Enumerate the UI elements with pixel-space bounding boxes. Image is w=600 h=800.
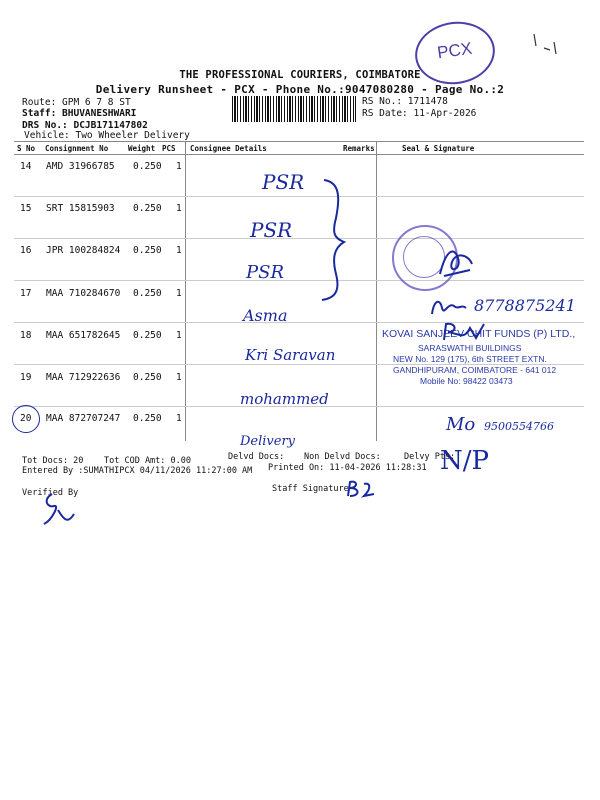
row-pcs: 1 bbox=[176, 203, 182, 214]
delvy-pts: Delvy Pts: bbox=[404, 452, 456, 462]
tot-docs: Tot Docs: 20 bbox=[22, 456, 84, 466]
stamp-line: NEW No. 129 (175), 6th STREET EXTN. bbox=[393, 354, 547, 364]
verified-by: Verified By bbox=[22, 488, 79, 498]
handwritten-consignee: Asma bbox=[243, 306, 288, 325]
route-text: Route: GPM 6 7 8 ST bbox=[22, 97, 131, 108]
row-pcs: 1 bbox=[176, 245, 182, 256]
handwritten-consignee: Delivery bbox=[240, 434, 296, 449]
staff-signature bbox=[346, 478, 376, 504]
entered-by: Entered By :SUMATHIPCX 04/11/2026 11:27:00 AM bbox=[22, 466, 253, 476]
row-sno: 17 bbox=[20, 288, 32, 299]
stamp-overwrite bbox=[440, 320, 490, 350]
row-weight: 0.250 bbox=[133, 372, 162, 383]
signature-scribble-icon bbox=[38, 490, 78, 530]
row-weight: 0.250 bbox=[133, 413, 162, 424]
staff-signature-label: Staff Signature bbox=[272, 484, 349, 494]
vehicle-text: Vehicle: Two Wheeler Delivery bbox=[24, 130, 190, 141]
pcx-stamp-text: PCX bbox=[436, 38, 474, 63]
row-consignment: MAA 710284670 bbox=[46, 288, 121, 299]
handwritten-consignee: PSR bbox=[262, 170, 305, 194]
handwritten-consignee: PSR bbox=[246, 262, 284, 283]
handwritten-consignee: Kri Saravan bbox=[245, 346, 336, 364]
brace-icon bbox=[318, 178, 352, 302]
row-sno: 16 bbox=[20, 245, 32, 256]
barcode bbox=[232, 96, 356, 122]
rs-no-text: RS No.: 1711478 bbox=[362, 96, 448, 107]
row-sno: 15 bbox=[20, 203, 32, 214]
row-consignment: JPR 100284824 bbox=[46, 245, 121, 256]
header-consignee: Consignee Details bbox=[190, 144, 267, 153]
stamp-line: SARASWATHI BUILDINGS bbox=[418, 343, 522, 353]
row-pcs: 1 bbox=[176, 330, 182, 341]
signature-scribble-icon bbox=[428, 296, 468, 320]
row-line bbox=[14, 322, 584, 323]
handwritten-consignee: mohammed bbox=[240, 390, 329, 408]
row-weight: 0.250 bbox=[133, 288, 162, 299]
delvd-docs: Delvd Docs: bbox=[228, 452, 285, 462]
header-pcs: PCS bbox=[162, 144, 176, 153]
row-weight: 0.250 bbox=[133, 330, 162, 341]
corner-marks bbox=[530, 30, 560, 56]
verified-signature bbox=[38, 490, 78, 534]
row-weight: 0.250 bbox=[133, 161, 162, 172]
row-line bbox=[14, 280, 584, 281]
table-header-line bbox=[14, 154, 584, 155]
printed-on: Printed On: 11-04-2026 11:28:31 bbox=[268, 463, 427, 473]
row-weight: 0.250 bbox=[133, 203, 162, 214]
staff-text: Staff: BHUVANESHWARI bbox=[22, 108, 137, 119]
handwritten-phone: 9500554766 bbox=[484, 420, 554, 433]
row-line bbox=[14, 238, 584, 239]
handwritten-np: N/P bbox=[440, 446, 490, 476]
row-consignment: MAA 872707247 bbox=[46, 413, 121, 424]
stamp-line: KOVAI SANJEEV CHIT FUNDS (P) LTD., bbox=[382, 328, 576, 340]
row-sno: 19 bbox=[20, 372, 32, 383]
row-pcs: 1 bbox=[176, 372, 182, 383]
column-divider bbox=[185, 141, 186, 441]
column-divider bbox=[376, 141, 377, 441]
header-consignment: Consignment No bbox=[45, 144, 109, 153]
company-title: THE PROFESSIONAL COURIERS, COIMBATORE bbox=[179, 69, 421, 81]
signature-scribble-icon bbox=[346, 478, 376, 500]
row-pcs: 1 bbox=[176, 288, 182, 299]
row-pcs: 1 bbox=[176, 161, 182, 172]
non-delvd-docs: Non Delvd Docs: bbox=[304, 452, 381, 462]
handwritten-phone: 8778875241 bbox=[474, 296, 576, 315]
runsheet-title: Delivery Runsheet - PCX - Phone No.:9047080280 - Page No.:2 bbox=[95, 83, 505, 96]
header-seal: Seal & Signature bbox=[402, 144, 475, 153]
seal-signature bbox=[436, 244, 476, 284]
row-consignment: AMD 31966785 bbox=[46, 161, 115, 172]
tot-cod: Tot COD Amt: 0.00 bbox=[104, 456, 191, 466]
header-weight: Weight bbox=[128, 144, 156, 153]
handwritten-brace bbox=[318, 178, 352, 306]
handwritten-consignee: PSR bbox=[250, 218, 293, 242]
stamp-line: GANDHIPURAM, COIMBATORE - 641 012 bbox=[393, 365, 557, 375]
signature-scribble-icon bbox=[440, 320, 490, 344]
table-top-line bbox=[14, 141, 584, 142]
handwritten-mo: Mo bbox=[446, 414, 476, 435]
stamp-line: Mobile No: 98422 03473 bbox=[420, 376, 513, 386]
row-sno: 20 bbox=[20, 413, 32, 424]
header-sno: S No bbox=[17, 144, 36, 153]
row-pcs: 1 bbox=[176, 413, 182, 424]
row-sno: 14 bbox=[20, 161, 32, 172]
row-line bbox=[14, 196, 584, 197]
row-consignment: MAA 712922636 bbox=[46, 372, 121, 383]
header-remarks: Remarks bbox=[343, 144, 375, 153]
rs-date-text: RS Date: 11-Apr-2026 bbox=[362, 108, 477, 119]
row-consignment: SRT 15815903 bbox=[46, 203, 115, 214]
row-weight: 0.250 bbox=[133, 245, 162, 256]
row-sno: 18 bbox=[20, 330, 32, 341]
signature-scribble-icon bbox=[436, 244, 476, 280]
row-consignment: MAA 651782645 bbox=[46, 330, 121, 341]
drs-text: DRS No.: DCJB171147802 bbox=[22, 120, 148, 131]
ink-marks-icon bbox=[530, 30, 560, 56]
